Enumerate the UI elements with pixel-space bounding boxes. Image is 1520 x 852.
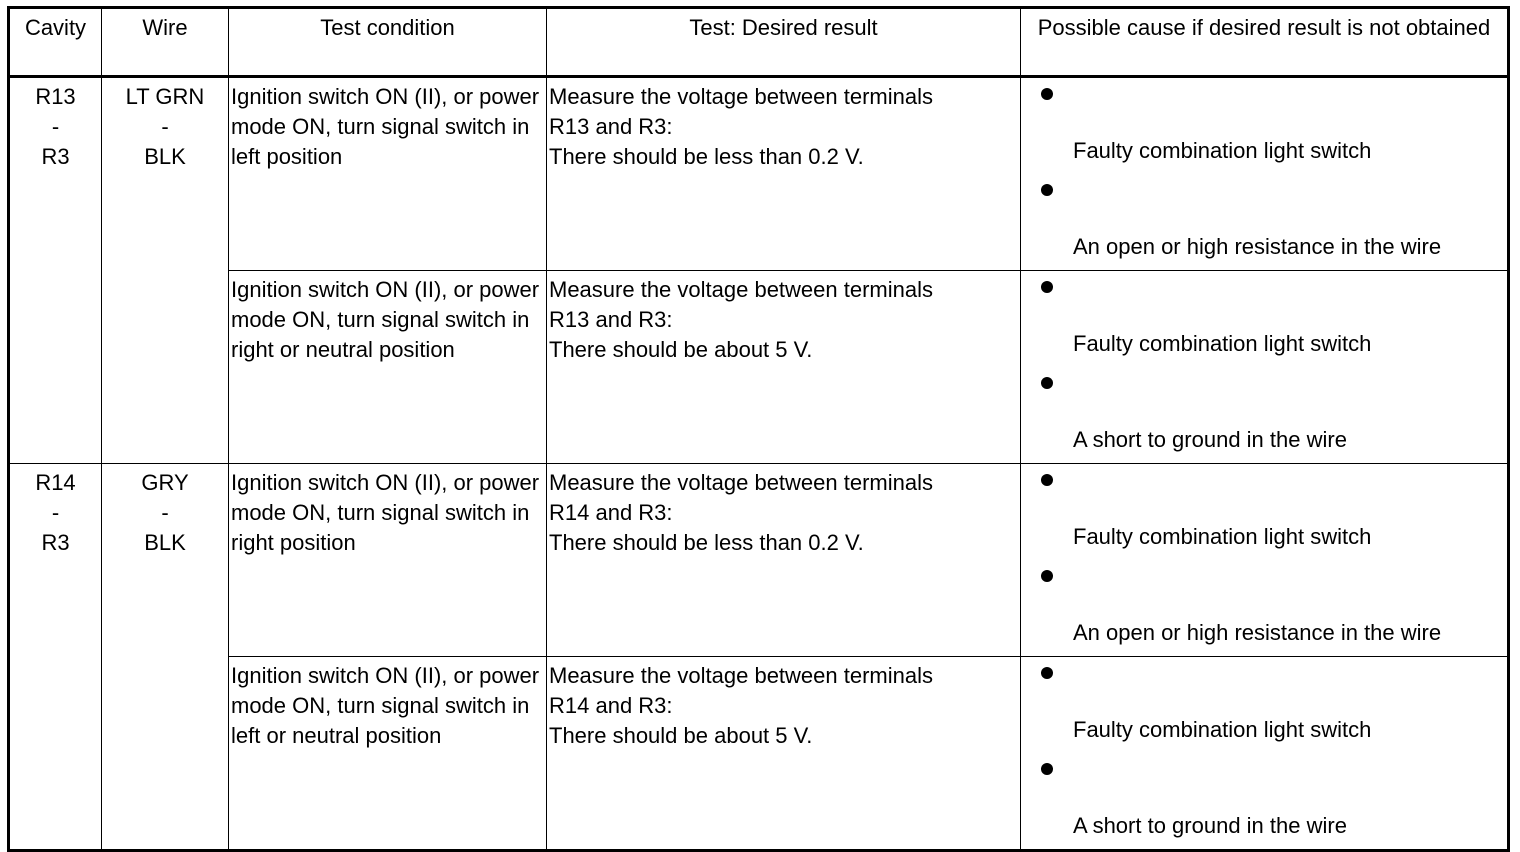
wire-to: BLK <box>144 144 186 169</box>
wire-from: LT GRN <box>125 84 205 109</box>
cause-list <box>1021 657 1507 849</box>
result-line: Measure the voltage between terminals <box>549 84 933 109</box>
bullet-icon <box>1041 281 1053 293</box>
cause-text: Faulty combination light switch <box>1073 138 1372 163</box>
result-line: Measure the voltage between terminals <box>549 470 933 495</box>
list-item <box>1021 560 1507 656</box>
header-desired-result: Test: Desired result <box>547 8 1021 77</box>
desired-result-cell <box>547 657 1021 851</box>
list-item <box>1021 657 1507 753</box>
wire-cell <box>102 464 229 851</box>
result-line: R14 and R3: <box>549 500 673 525</box>
cause-list <box>1021 464 1507 656</box>
list-item <box>1021 174 1507 270</box>
wire-cell <box>102 77 229 464</box>
cause-list <box>1021 271 1507 463</box>
cause-text: An open or high resistance in the wire <box>1073 620 1442 645</box>
bullet-icon <box>1041 88 1053 100</box>
cause-text: Faulty combination light switch <box>1073 524 1372 549</box>
table-row <box>9 464 1509 657</box>
cause-text: A short to ground in the wire <box>1073 813 1347 838</box>
wire-separator: - <box>161 114 169 139</box>
cavity-separator: - <box>51 114 60 139</box>
bullet-icon <box>1041 474 1053 486</box>
list-item <box>1021 271 1507 367</box>
desired-result-cell <box>547 464 1021 657</box>
wire-separator: - <box>161 500 169 525</box>
test-condition-cell: Ignition switch ON (II), or power mode ON, turn signal switch in right position <box>229 464 547 657</box>
list-item <box>1021 753 1507 849</box>
cause-text: An open or high resistance in the wire <box>1073 234 1442 259</box>
cavity-cell <box>9 77 102 464</box>
test-condition-cell: Ignition switch ON (II), or power mode ON, turn signal switch in left or neutral position <box>229 657 547 851</box>
result-line: There should be about 5 V. <box>549 337 813 362</box>
header-test-condition: Test condition <box>229 8 547 77</box>
list-item <box>1021 464 1507 560</box>
cavity-from: R14 <box>35 470 76 495</box>
bullet-icon <box>1041 667 1053 679</box>
cavity-separator: - <box>51 500 60 525</box>
result-line: There should be about 5 V. <box>549 723 813 748</box>
cause-list <box>1021 78 1507 270</box>
cause-text: Faulty combination light switch <box>1073 717 1372 742</box>
cause-text: A short to ground in the wire <box>1073 427 1347 452</box>
table-row <box>9 271 1509 464</box>
header-row <box>9 8 1509 77</box>
test-condition-cell: Ignition switch ON (II), or power mode ON, turn signal switch in right or neutral position <box>229 271 547 464</box>
diagnostic-table <box>7 6 1510 852</box>
wire-from: GRY <box>141 470 189 495</box>
bullet-icon <box>1041 184 1053 196</box>
result-line: There should be less than 0.2 V. <box>549 530 864 555</box>
header-wire: Wire <box>102 8 229 77</box>
possible-cause-cell <box>1021 77 1509 271</box>
bullet-icon <box>1041 570 1053 582</box>
list-item <box>1021 367 1507 463</box>
header-cavity: Cavity <box>9 8 102 77</box>
result-line: Measure the voltage between terminals <box>549 663 933 688</box>
cavity-cell <box>9 464 102 851</box>
result-line: R13 and R3: <box>549 114 673 139</box>
table-row <box>9 657 1509 851</box>
header-possible-cause: Possible cause if desired result is not obtained <box>1021 8 1509 77</box>
test-condition-cell: Ignition switch ON (II), or power mode ON, turn signal switch in left position <box>229 77 547 271</box>
cavity-to: R3 <box>41 530 70 555</box>
possible-cause-cell <box>1021 464 1509 657</box>
result-line: R13 and R3: <box>549 307 673 332</box>
bullet-icon <box>1041 377 1053 389</box>
possible-cause-cell <box>1021 271 1509 464</box>
table-row <box>9 77 1509 271</box>
desired-result-cell <box>547 77 1021 271</box>
bullet-icon <box>1041 763 1053 775</box>
result-line: Measure the voltage between terminals <box>549 277 933 302</box>
cavity-to: R3 <box>41 144 70 169</box>
possible-cause-cell <box>1021 657 1509 851</box>
list-item <box>1021 78 1507 174</box>
wire-to: BLK <box>144 530 186 555</box>
cavity-from: R13 <box>35 84 76 109</box>
result-line: R14 and R3: <box>549 693 673 718</box>
desired-result-cell <box>547 271 1021 464</box>
cause-text: Faulty combination light switch <box>1073 331 1372 356</box>
result-line: There should be less than 0.2 V. <box>549 144 864 169</box>
